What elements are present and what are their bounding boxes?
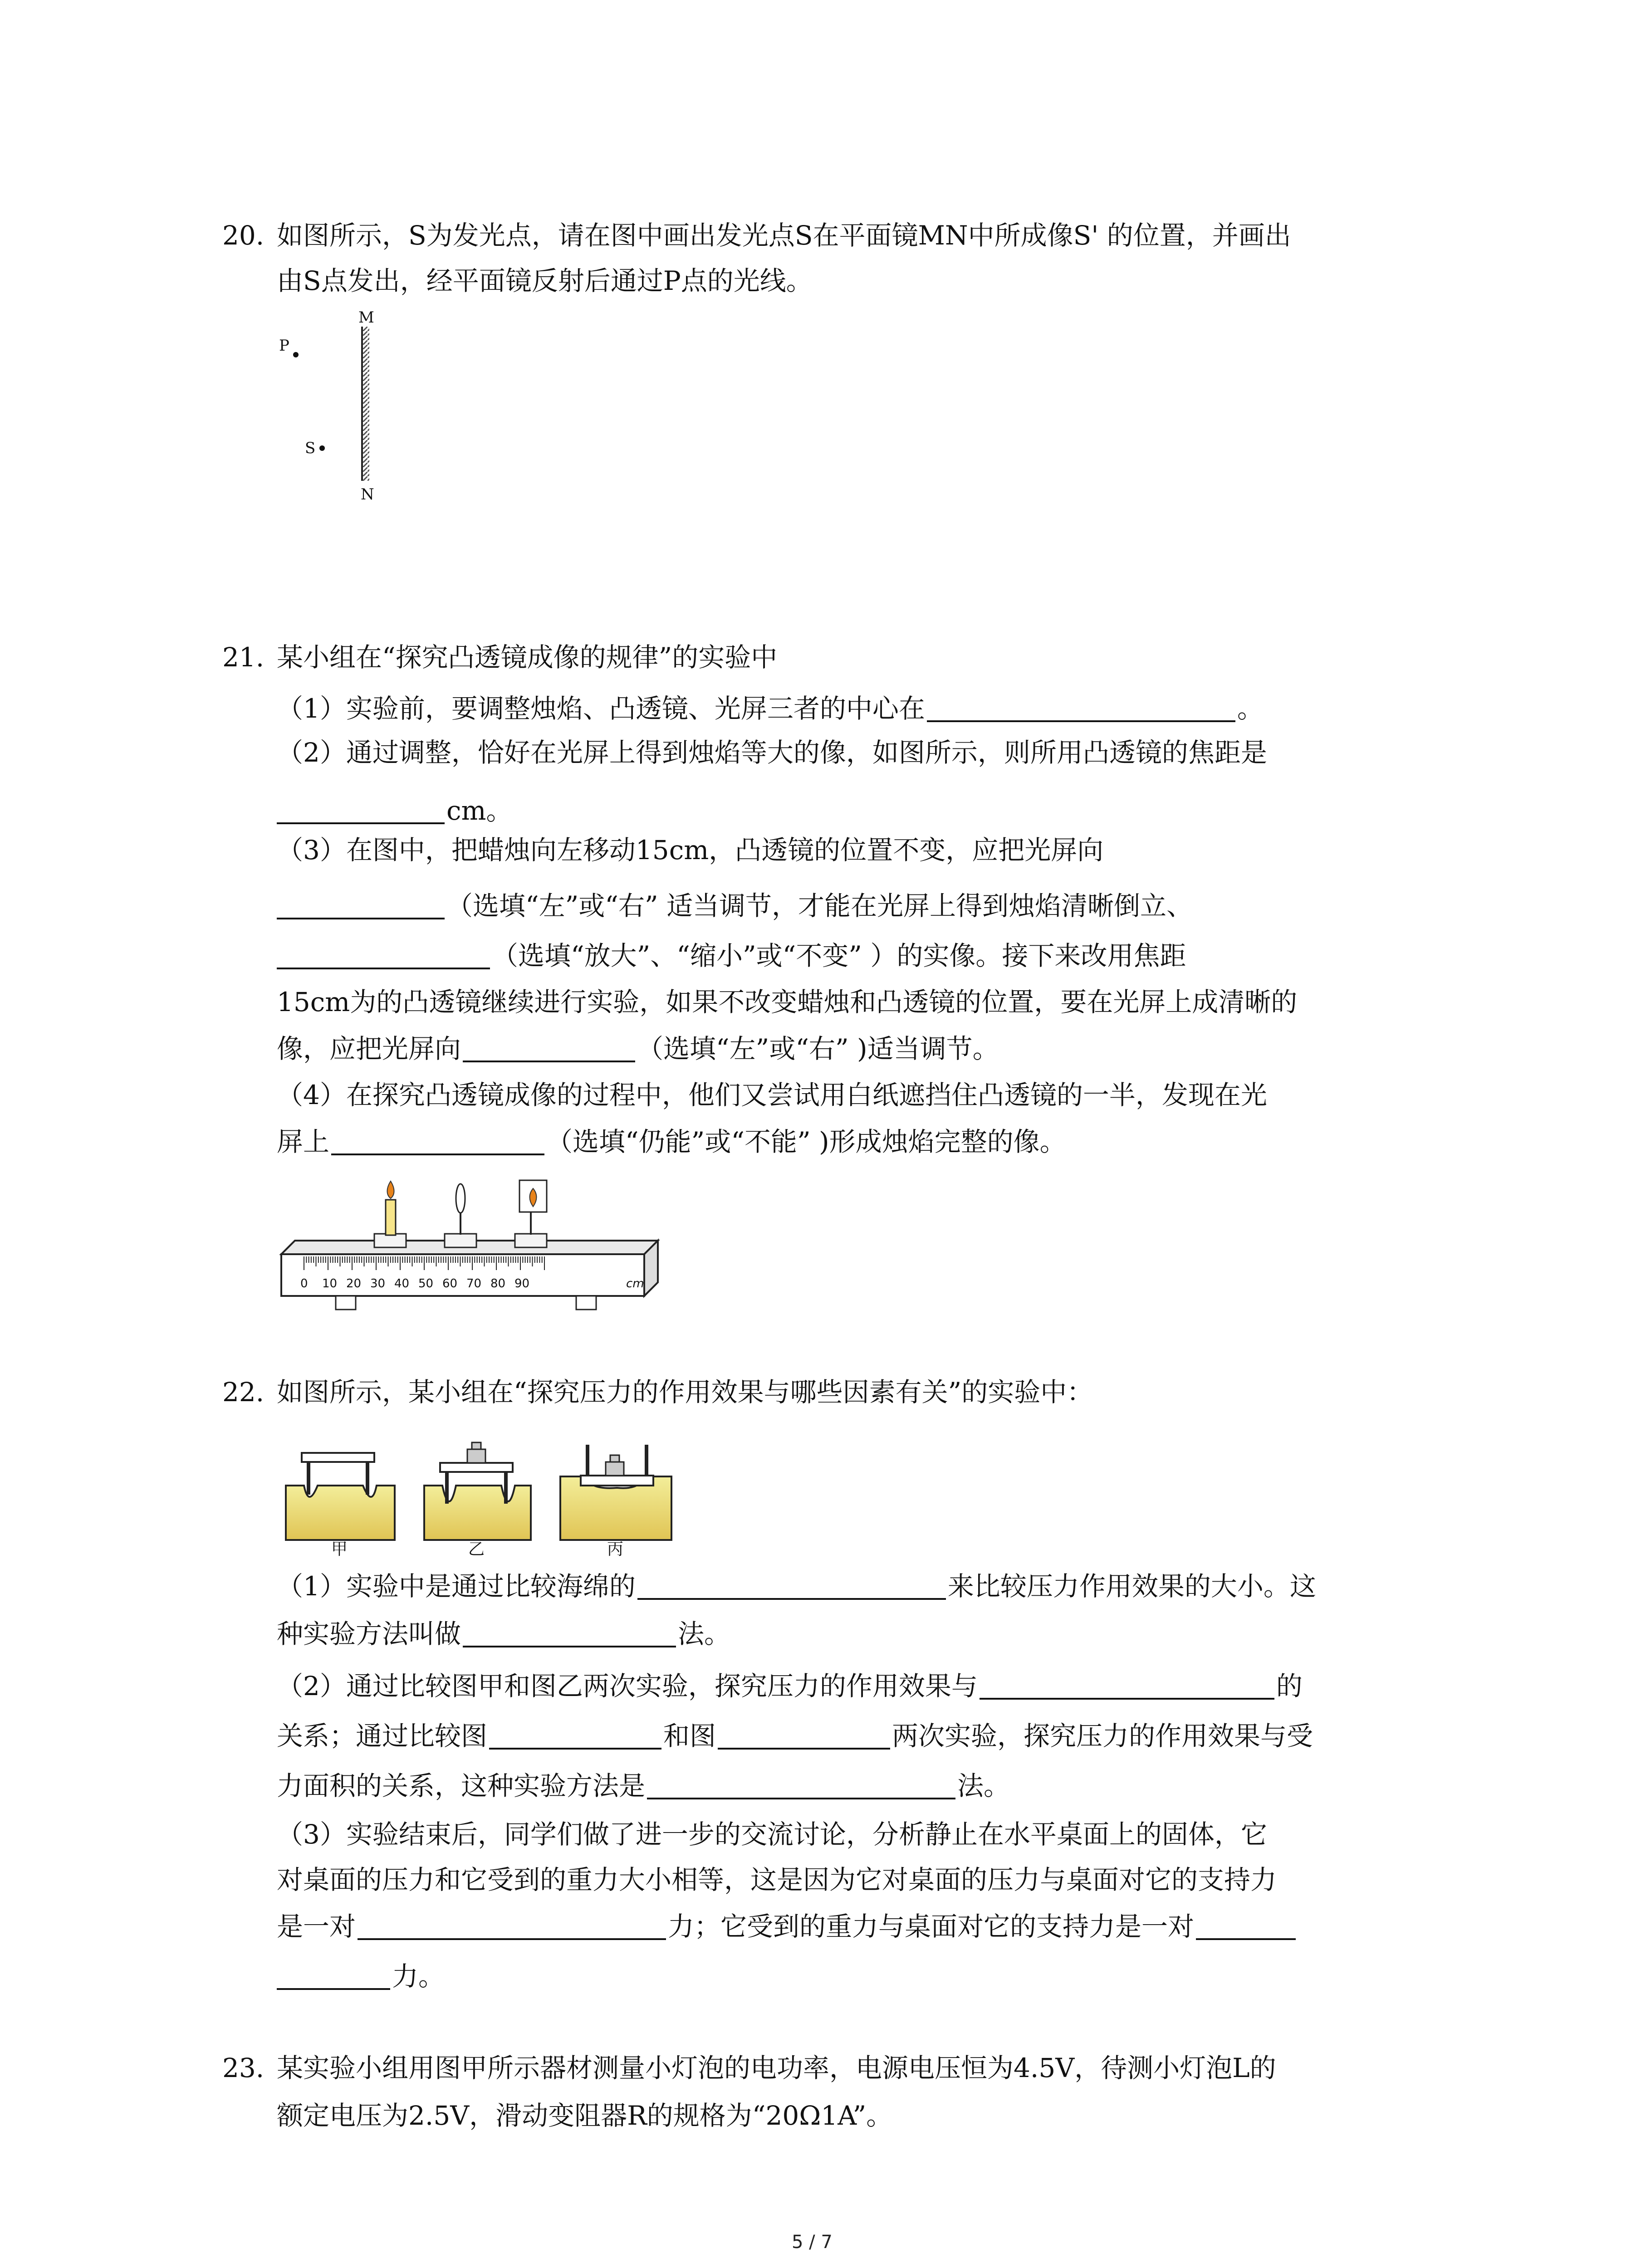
mirror-hatch — [362, 327, 369, 481]
candle-body — [386, 1200, 396, 1235]
answer-blank[interactable] — [277, 796, 445, 824]
q22-part3-d: 力。 — [277, 1962, 445, 1990]
label-n: N — [361, 485, 374, 503]
ruler-label: 80 — [490, 1277, 506, 1290]
q21-part3-c: （选填“放大”、“缩小”或“不变” ）的实像。接下来改用焦距 — [277, 941, 1186, 969]
mirror-diagram — [272, 304, 408, 513]
ruler-label: 70 — [466, 1277, 482, 1290]
q21-part4-a: （4）在探究凸透镜成像的过程中，他们又尝试用白纸遮挡住凸透镜的一半，发现在光 — [277, 1080, 1267, 1110]
answer-blank[interactable] — [277, 891, 445, 919]
q22-part2-a: （2）通过比较图甲和图乙两次实验，探究压力的作用效果与 的 — [277, 1671, 1303, 1701]
bench-foot — [336, 1296, 356, 1310]
sponge-figure — [281, 1418, 690, 1559]
answer-blank[interactable] — [463, 1034, 635, 1062]
q22-part3-c: 是一对 力；它受到的重力与桌面对它的支持力是一对 — [277, 1912, 1298, 1940]
label-p: P — [279, 337, 289, 355]
weight-bing — [606, 1462, 624, 1476]
q22-part1-b: 种实验方法叫做 法。 — [277, 1618, 731, 1649]
q20-line2: 由S点发出，经平面镜反射后通过P点的光线。 — [277, 265, 813, 296]
optical-bench-diagram — [277, 1175, 685, 1325]
q20-line1: 如图所示，S为发光点，请在图中画出发光点S在平面镜MN中所成像S' 的位置，并画出 — [277, 220, 1291, 251]
ruler-label: 90 — [514, 1277, 530, 1290]
q22-part3-b: 对桌面的压力和它受到的重力大小相等，这是因为它对桌面的压力与桌面对它的支持力 — [277, 1864, 1277, 1895]
ruler-label: 40 — [394, 1277, 410, 1290]
ruler-label: 10 — [322, 1277, 338, 1290]
weight-knob — [472, 1442, 481, 1449]
answer-blank[interactable] — [718, 1721, 890, 1750]
q23-number: 23. — [222, 2053, 265, 2083]
answer-blank[interactable] — [331, 1127, 544, 1155]
weight-yi — [467, 1449, 485, 1463]
sponge-diagram — [281, 1418, 690, 1554]
label-s: S — [305, 439, 316, 457]
answer-blank[interactable] — [980, 1672, 1274, 1700]
q22-part1-a: （1）实验中是通过比较海绵的 来比较压力作用效果的大小。这 — [277, 1571, 1316, 1602]
q21-part3-e: 像，应把光屏向 （选填“左”或“右” )适当调节。 — [277, 1033, 999, 1064]
point-s — [319, 445, 325, 451]
q21-number: 21. — [222, 642, 265, 673]
table-top-yi — [440, 1463, 513, 1472]
q22-part2-c: 力面积的关系，这种实验方法是 法。 — [277, 1770, 1010, 1801]
label-yi: 乙 — [468, 1540, 485, 1559]
q21-part3-b: （选填“左”或“右” 适当调节，才能在光屏上得到烛焰清晰倒立、 — [277, 891, 1193, 919]
ruler-unit: cm — [626, 1277, 644, 1290]
point-p — [293, 352, 299, 357]
answer-blank[interactable] — [637, 1572, 946, 1600]
q22-part3-a: （3）实验结束后，同学们做了进一步的交流讨论，分析静止在水平桌面上的固体，它 — [277, 1819, 1267, 1850]
ruler-label: 30 — [370, 1277, 386, 1290]
candle-flame — [387, 1181, 394, 1198]
label-bing: 丙 — [607, 1540, 624, 1559]
q21-intro: 某小组在“探究凸透镜成像的规律”的实验中 — [277, 642, 778, 673]
ruler-label: 20 — [346, 1277, 362, 1290]
answer-blank[interactable] — [463, 1619, 676, 1647]
q21-part2-a: （2）通过调整，恰好在光屏上得到烛焰等大的像，如图所示，则所用凸透镜的焦距是 — [277, 737, 1267, 768]
answer-blank[interactable] — [358, 1912, 666, 1940]
ruler-label: 0 — [300, 1277, 308, 1290]
ruler-label: 50 — [418, 1277, 434, 1290]
table-top-bing — [581, 1476, 653, 1486]
answer-blank[interactable] — [1196, 1912, 1296, 1940]
q21-part1: （1）实验前，要调整烛焰、凸透镜、光屏三者的中心在 。 — [277, 693, 1264, 724]
optical-bench-figure — [277, 1175, 685, 1325]
answer-blank[interactable] — [277, 1962, 390, 1990]
ruler-labels — [277, 1277, 685, 1295]
answer-blank[interactable] — [927, 694, 1235, 722]
weight-knob — [610, 1455, 619, 1462]
q20-number: 20. — [222, 220, 265, 251]
q21-part2-b: cm。 — [277, 796, 512, 824]
label-m: M — [358, 308, 374, 327]
q21-part3-a: （3）在图中，把蜡烛向左移动15cm，凸透镜的位置不变，应把光屏向 — [277, 835, 1104, 865]
q20-mirror-figure — [272, 304, 408, 513]
screen-holder — [515, 1234, 547, 1247]
answer-blank[interactable] — [647, 1771, 955, 1799]
answer-blank[interactable] — [489, 1721, 661, 1750]
page-number: 5 / 7 — [792, 2232, 833, 2253]
lens-holder — [445, 1234, 476, 1247]
ruler-label: 60 — [442, 1277, 458, 1290]
label-jia: 甲 — [331, 1540, 348, 1559]
q21-part4-b: 屏上 （选填“仍能”或“不能” )形成烛焰完整的像。 — [277, 1126, 1066, 1157]
q22-part2-b: 关系；通过比较图 和图 两次实验，探究压力的作用效果与受 — [277, 1721, 1313, 1751]
sponge-jia — [286, 1486, 395, 1540]
q21-part3-d: 15cm为的凸透镜继续进行实验，如果不改变蜡烛和凸透镜的位置，要在光屏上成清晰的 — [277, 987, 1298, 1017]
table-top-jia — [302, 1453, 374, 1462]
sponge-yi — [424, 1486, 531, 1540]
bench-foot — [576, 1296, 596, 1310]
q23-line1: 某实验小组用图甲所示器材测量小灯泡的电功率，电源电压恒为4.5V，待测小灯泡L的 — [277, 2053, 1276, 2083]
answer-blank[interactable] — [277, 941, 490, 969]
convex-lens — [456, 1184, 465, 1213]
q22-intro: 如图所示，某小组在“探究压力的作用效果与哪些因素有关”的实验中： — [277, 1377, 1093, 1408]
q23-line2: 额定电压为2.5V，滑动变阻器R的规格为“20Ω1A”。 — [277, 2100, 893, 2131]
q22-number: 22. — [222, 1377, 265, 1408]
